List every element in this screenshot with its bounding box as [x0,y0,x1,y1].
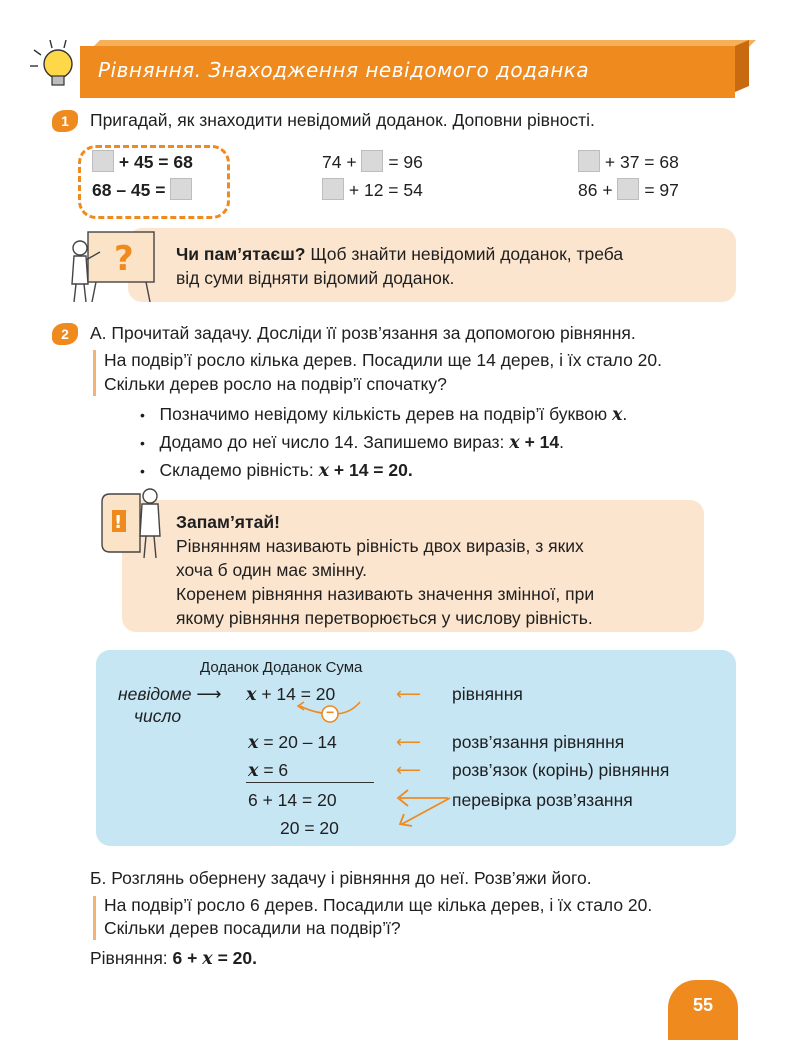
task-number-badge: 2 [52,323,78,345]
problem-b-line-2: Скільки дерев посадили на подвір’ї? [104,918,401,938]
definition-line-1: Рівнянням називають рівність двох виразів, з яких [176,536,584,556]
problem-b-line-1: На подвір’ї росло 6 дерев. Посадили ще кілька дерев, і їх стало 20. [104,895,653,915]
arrow-left-icon: ⟵ [396,684,422,704]
label-equation: рівняння [452,684,523,704]
task2-part-a: А. Прочитай задачу. Досліди її розв’язання за допомогою рівняння. [90,323,636,343]
lightbulb-icon [28,36,88,96]
definition-line-3: Коренем рівняння називають значення змінної, при [176,584,595,604]
banner-side-edge [735,40,749,92]
reminder-line-2: від суми відняти відомий доданок. [176,268,455,288]
answer-box[interactable] [617,178,639,200]
answer-box[interactable] [170,178,192,200]
arrow-left-icon: ⟵ [396,760,422,780]
svg-text:?: ? [114,239,134,279]
unknown-label: невідоме ⟶ [118,684,222,704]
part-b-equation: Рівняння: 6 + x = 20. [90,948,257,969]
quote-bar [93,896,96,940]
equation-3a: + 37 = 68 [578,150,679,174]
page-title: Рівняння. Знаходження невідомого доданка [98,58,590,82]
page-number: 55 [668,980,738,1040]
minus-sign: − [326,704,335,720]
definition-line-4: якому рівняння перетворюється у числову рівність. [176,608,593,628]
teacher-board-icon [66,226,162,306]
arrow-left-icon: ⟵ [396,732,422,752]
label-root: розв’язок (корінь) рівняння [452,760,670,780]
answer-box[interactable] [578,150,600,172]
bullet-item: • Позначимо невідому кількість дерев на подвір’ї буквою x. [140,404,628,425]
problem-line-1: На подвір’ї росло кілька дерев. Посадили ще 14 дерев, і їх стало 20. [104,350,662,370]
definition-title: Запам’ятай! [176,512,280,532]
problem-line-2: Скільки дерев росло на подвір’ї спочатку? [104,374,447,394]
equation-3b: 86 + = 97 [578,180,679,200]
divider-line [246,782,374,783]
scheme-check-2: 20 = 20 [280,818,339,838]
svg-text:!: ! [114,512,123,533]
equation-example-2: 68 – 45 = [92,178,192,202]
label-check: перевірка розв’язання [452,790,633,810]
check-arrows-icon [392,786,456,832]
scheme-root: x = 6 [248,760,289,781]
scroll-figure-icon [92,482,172,562]
unknown-label-2: число [134,706,182,726]
equation-2b: + 12 = 54 [322,178,423,202]
bullet-item: • Складемо рівність: x + 14 = 20. [140,460,413,481]
definition-line-2: хоча б один має змінну. [176,560,368,580]
reminder-line-1: Чи пам’ятаєш? Щоб знайти невідомий доданок, треба [176,244,624,264]
scheme-header: Доданок Доданок Сума [200,659,363,676]
answer-box[interactable] [92,150,114,172]
scheme-equation: x + 14 = 20 [246,684,336,705]
task-number-badge: 1 [52,110,78,132]
scheme-check-1: 6 + 14 = 20 [248,790,337,810]
answer-box[interactable] [361,150,383,172]
bullet-item: • Додамо до неї число 14. Запишемо вираз: x + 14. [140,432,565,453]
equation-2a: 74 + = 96 [322,152,423,172]
scheme-solution: x = 20 – 14 [248,732,337,753]
part-b-instruction: Б. Розглянь обернену задачу і рівняння до неї. Розв’яжи його. [90,868,592,888]
equation-example-1: + 45 = 68 [92,150,193,174]
label-solution: розв’язання рівняння [452,732,625,752]
task1-instruction: Пригадай, як знаходити невідомий доданок. Доповни рівності. [90,110,595,130]
answer-box[interactable] [322,178,344,200]
quote-bar [93,350,96,396]
